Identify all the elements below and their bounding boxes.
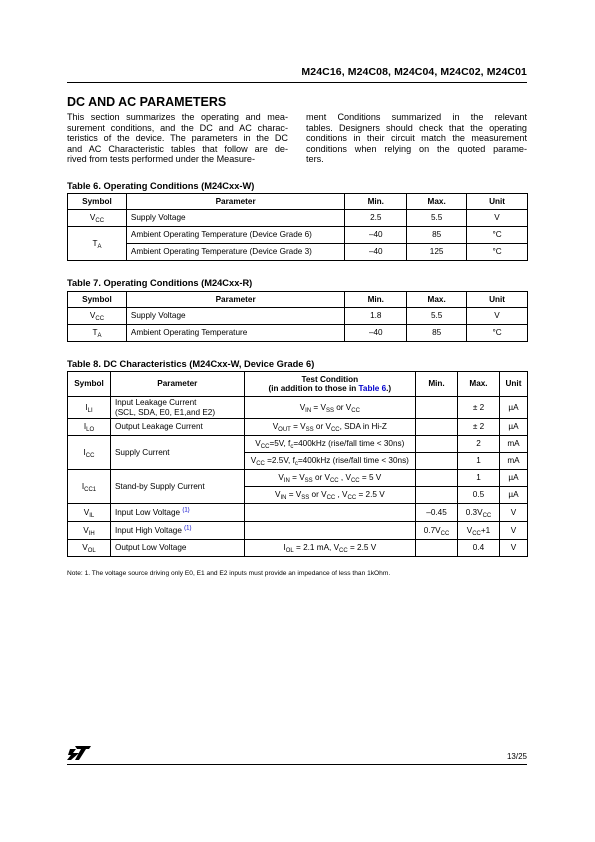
max-cell: 0.5 [458, 487, 500, 504]
table-header-row [68, 194, 528, 210]
column-header: Max. [458, 372, 500, 397]
symbol-cell: $V_{IL}$ [68, 504, 111, 522]
unit-cell: °C [467, 227, 528, 244]
unit-cell: µA [499, 397, 527, 419]
min-cell [416, 453, 458, 470]
table6 [67, 193, 528, 261]
parameter-cell: Stand-by Supply Current [110, 470, 244, 504]
max-cell: 2 [458, 436, 500, 453]
column-header: Unit [467, 194, 528, 210]
unit-cell: V [467, 210, 528, 227]
symbol-cell: $I_{CC}$ [68, 436, 111, 470]
column-header: Unit [467, 292, 528, 308]
unit-cell: V [499, 504, 527, 522]
min-cell: –40 [345, 227, 407, 244]
parameter-cell: Ambient Operating Temperature (Device Grade 3) [126, 244, 344, 261]
table-row [68, 227, 528, 244]
table7 [67, 291, 528, 342]
max-cell: 5.5 [407, 210, 467, 227]
unit-cell: µA [499, 470, 527, 487]
unit-cell: mA [499, 453, 527, 470]
table8 [67, 371, 528, 557]
max-cell: ± 2 [458, 419, 500, 436]
table-row [68, 436, 528, 453]
condition-cell: $V_{IN} = V_{SS}$ or $V_{CC}$ , $V_{CC} = 5$ V [244, 470, 415, 487]
min-cell: $0.7V_{CC}$ [416, 522, 458, 540]
min-cell: 1.8 [345, 308, 407, 325]
table6-caption: Table 6. Operating Conditions (M24Cxx-W) [67, 181, 255, 191]
min-cell: –0.45 [416, 504, 458, 522]
max-cell: ± 2 [458, 397, 500, 419]
column-header-test-condition: Test Condition (in addition to those in Table 6.) [244, 372, 415, 397]
column-header: Symbol [68, 372, 111, 397]
column-header: Min. [345, 194, 407, 210]
column-header: Parameter [126, 194, 344, 210]
condition-cell [244, 504, 415, 522]
symbol-cell: $V_{CC}$ [68, 210, 127, 227]
min-cell [416, 540, 458, 557]
column-header: Parameter [126, 292, 344, 308]
parameter-cell: Supply Voltage [126, 210, 344, 227]
table-row [68, 210, 528, 227]
table-footnote: Note: 1. The voltage source driving only E0, E1 and E2 inputs must provide an impedance of less than 1kOhm. [67, 570, 391, 577]
table-row [68, 325, 528, 342]
table-header-row [68, 372, 528, 397]
condition-cell: $V_{CC}=5V$, $f_c=400kHz$ (rise/fall time < 30ns) [244, 436, 415, 453]
max-cell: $V_{CC}+1$ [458, 522, 500, 540]
parameter-cell: Output Leakage Current [110, 419, 244, 436]
parameter-cell: Ambient Operating Temperature (Device Grade 6) [126, 227, 344, 244]
condition-cell: $V_{IN} = V_{SS}$ or $V_{CC}$ [244, 397, 415, 419]
max-cell: 0.4 [458, 540, 500, 557]
unit-cell: V [499, 522, 527, 540]
footer-rule [67, 764, 527, 765]
symbol-cell: $V_{IH}$ [68, 522, 111, 540]
parameter-cell: Input Low Voltage $^{(1)}$ [110, 504, 244, 522]
max-cell: 85 [407, 227, 467, 244]
condition-cell: $V_{IN} = V_{SS}$ or $V_{CC}$ , $V_{CC} = 2.5$ V [244, 487, 415, 504]
table-row [68, 419, 528, 436]
table-row [68, 308, 528, 325]
table7-caption: Table 7. Operating Conditions (M24Cxx-R) [67, 278, 253, 288]
condition-cell [244, 522, 415, 540]
unit-cell: µA [499, 487, 527, 504]
min-cell: 2.5 [345, 210, 407, 227]
footnote-link[interactable]: (1) [182, 507, 190, 514]
parameter-cell: Output Low Voltage [110, 540, 244, 557]
unit-cell: °C [467, 325, 528, 342]
table-row [68, 540, 528, 557]
table-row [68, 244, 528, 261]
unit-cell: mA [499, 436, 527, 453]
min-cell: –40 [345, 325, 407, 342]
parameter-cell: Supply Current [110, 436, 244, 470]
symbol-cell: $I_{CC1}$ [68, 470, 111, 504]
min-cell [416, 397, 458, 419]
column-header: Unit [499, 372, 527, 397]
parameter-cell: Supply Voltage [126, 308, 344, 325]
condition-cell: $V_{OUT} = V_{SS}$ or $V_{CC}$, SDA in Hi-Z [244, 419, 415, 436]
parameter-cell: Ambient Operating Temperature [126, 325, 344, 342]
symbol-cell: $I_{LO}$ [68, 419, 111, 436]
footnote-link[interactable]: (1) [184, 525, 192, 532]
symbol-cell: $V_{CC}$ [68, 308, 127, 325]
document-header-title: M24C16, M24C08, M24C04, M24C02, M24C01 [301, 66, 527, 78]
page-number: 13/25 [506, 752, 527, 761]
column-header: Parameter [110, 372, 244, 397]
symbol-cell: $I_{LI}$ [68, 397, 111, 419]
symbol-cell: $T_A$ [68, 227, 127, 261]
column-header: Symbol [68, 292, 127, 308]
max-cell: 125 [407, 244, 467, 261]
unit-cell: V [467, 308, 528, 325]
symbol-cell: $V_{OL}$ [68, 540, 111, 557]
max-cell: $0.3V_{CC}$ [458, 504, 500, 522]
min-cell [416, 436, 458, 453]
parameter-cell: Input High Voltage $^{(1)}$ [110, 522, 244, 540]
table-row [68, 470, 528, 487]
max-cell: 1 [458, 470, 500, 487]
st-logo-icon [67, 746, 91, 765]
unit-cell: °C [467, 244, 528, 261]
column-header: Min. [345, 292, 407, 308]
header-rule [67, 82, 527, 83]
intro-text [67, 112, 527, 165]
column-header: Max. [407, 194, 467, 210]
condition-cell: $V_{CC} =2.5V$, $f_c=400kHz$ (rise/fall time < 30ns) [244, 453, 415, 470]
table8-caption: Table 8. DC Characteristics (M24Cxx-W, Device Grade 6) [67, 359, 315, 369]
max-cell: 5.5 [407, 308, 467, 325]
unit-cell: V [499, 540, 527, 557]
table-row [68, 397, 528, 419]
max-cell: 1 [458, 453, 500, 470]
table-row [68, 522, 528, 540]
table6-link[interactable]: Table 6 [358, 384, 387, 393]
min-cell [416, 470, 458, 487]
intro-paragraph-left: This section summarizes the operating and mea- surement conditions, and the DC and AC charac- teristics of the device. The parameters in the DC and AC Characteristic tables that follow are de- rived from tests performed under the Measure- [67, 112, 288, 165]
column-header: Symbol [68, 194, 127, 210]
table-row [68, 504, 528, 522]
column-header: Max. [407, 292, 467, 308]
min-cell [416, 487, 458, 504]
min-cell: –40 [345, 244, 407, 261]
column-header: Min. [416, 372, 458, 397]
symbol-cell: $T_A$ [68, 325, 127, 342]
section-title: DC AND AC PARAMETERS [67, 95, 227, 109]
table-header-row [68, 292, 528, 308]
unit-cell: µA [499, 419, 527, 436]
min-cell [416, 419, 458, 436]
parameter-cell: Input Leakage Current (SCL, SDA, E0, E1,and E2) [110, 397, 244, 419]
intro-paragraph-right: ment Conditions summarized in the relevant tables. Designers should check that the operating conditions in their circuit match the measurement conditions when relying on the quoted parame- ters. [306, 112, 527, 165]
condition-cell: $I_{OL} = 2.1$ mA, $V_{CC} = 2.5$ V [244, 540, 415, 557]
max-cell: 85 [407, 325, 467, 342]
